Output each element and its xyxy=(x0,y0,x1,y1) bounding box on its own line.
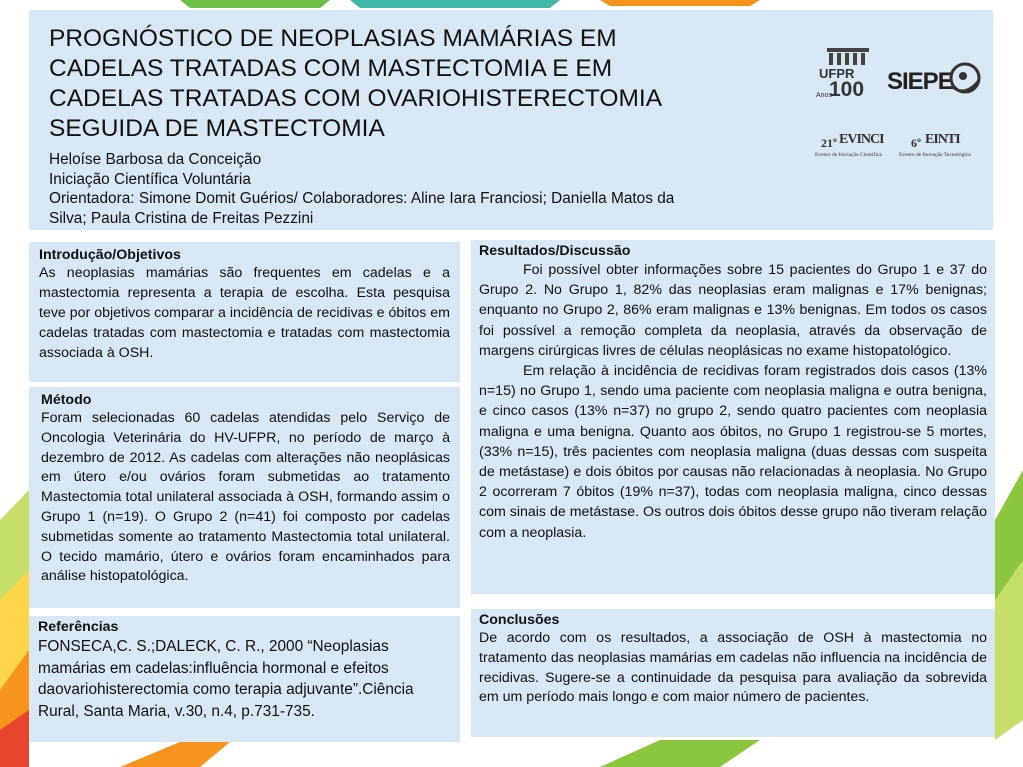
poster-title xyxy=(49,24,662,144)
references-heading: Referências xyxy=(38,619,119,635)
title-line: CADELAS TRATADAS COM OVARIOHISTERECTOMIA xyxy=(49,85,663,112)
header-panel xyxy=(29,10,993,230)
references-text: FONSECA,C. S.;DALECK, C. R., 2000 “Neoplasias mamárias em cadelas:influência hormonal e efeitos daovariohisterectomia como terapia adjuvante”.Ciência Rural, Santa Maria, v.30, n.4, p.731-735. xyxy=(38,638,414,720)
ufpr-anos: Anos xyxy=(816,92,832,99)
title-line: PROGNÓSTICO DE NEOPLASIAS MAMÁRIAS EM xyxy=(49,25,617,52)
method-panel xyxy=(29,387,460,608)
ufpr-years: 100 xyxy=(829,78,865,101)
siepe-swirl-icon xyxy=(945,58,985,98)
program-name: Iniciação Científica Voluntária xyxy=(49,170,251,188)
deco-bottom-green xyxy=(600,740,760,767)
deco-top-teal xyxy=(350,0,560,8)
title-line: SEGUIDA DE MASTECTOMIA xyxy=(49,115,385,142)
deco-bottom-orange xyxy=(120,742,230,767)
method-heading: Método xyxy=(41,392,92,408)
results-paragraph: Em relação à incidência de recidivas foram registrados dois casos (13% n=15) no Grupo 1, sendo uma paciente com neoplasia maligna e outra benigna, e cinco casos (13% n=37) no grupo 2, sendo quatro pacientes com neoplasia maligna e uma benigna. Quanto aos óbitos, no Grupo 1 registrou-se 5 mortes, (33% n=15), três pacientes com neoplasia maligna (duas dessas com suspeita de metástase) e dois óbitos por causas não relacionadas à neoplasia. No Grupo 2 ocorreram 7 óbitos (19% n=37), todas com neoplasia maligna, cinco dessas com sinais de metástase. Os outros dois óbitos desse grupo não tiveram relação com a neoplasia. xyxy=(479,363,987,541)
results-paragraph: Foi possível obter informações sobre 15 pacientes do Grupo 1 e 37 do Grupo 2. No Grupo 1, 82% das neoplasias eram malignas e 17% benignas; enquanto no Grupo 2, 86% eram malignas e 13% benignas. Em todos os casos foi possível a remoção completa da neoplasia, através da observação de margens cirúrgicas livres de células neoplásicas no exame histopatológico. xyxy=(479,262,987,359)
deco-top-green xyxy=(180,0,330,8)
results-heading: Resultados/Discussão xyxy=(479,243,631,259)
author-name: Heloíse Barbosa da Conceição xyxy=(49,151,262,168)
einti-logo-text: EINTI xyxy=(925,132,960,147)
advisor-line: Orientadora: Simone Domit Guérios/ Colaboradores: Aline Iara Franciosi; Daniella Matos da xyxy=(49,190,675,207)
advisor-line: Silva; Paula Cristina de Freitas Pezzini xyxy=(49,209,314,227)
deco-top-orange xyxy=(600,0,760,6)
intro-text: As neoplasias mamárias são frequentes em cadelas e a mastectomia representa a terapia de escolha. Esta pesquisa teve por objetivos comparar a incidência de recidivas e óbitos em cadelas tratadas com mastectomia e tratadas com mastectomia associada à OSH. xyxy=(39,265,450,361)
conclusions-heading: Conclusões xyxy=(479,612,560,628)
siepe-logo-text: SIEPE xyxy=(887,68,953,95)
einti-caption: Evento de Inovação Tecnológica xyxy=(899,152,971,158)
intro-panel xyxy=(29,242,460,382)
evinci-logo-text: EVINCI xyxy=(839,132,884,147)
conclusions-panel xyxy=(471,609,995,737)
references-panel xyxy=(29,616,460,742)
title-line: CADELAS TRATADAS COM MASTECTOMIA E EM xyxy=(49,55,613,82)
intro-heading: Introdução/Objetivos xyxy=(39,247,181,263)
logo-group xyxy=(815,48,987,178)
einti-number: 6º xyxy=(911,136,921,150)
ufpr-logo-text: UFPR xyxy=(819,66,855,81)
results-panel xyxy=(471,240,995,594)
author-block xyxy=(49,150,789,228)
evinci-caption: Evento de Iniciação Científica xyxy=(815,152,882,158)
evinci-number: 21º xyxy=(821,136,837,150)
method-text: Foram selecionadas 60 cadelas atendidas pelo Serviço de Oncologia Veterinária do HV-UFPR, no período de março à dezembro de 2012. As cadelas com alterações não neoplásicas em útero e/ou ovários foram submetidas ao tratamento Mastectomia total unilateral associada à OSH, formando assim o Grupo 1 (n=19). O Grupo 2 (n=41) foi composto por cadelas submetidas somente ao tratamento Mastectomia total unilateral. O tecido mamário, útero e ovários foram encaminhados para análise histopatológica. xyxy=(41,410,450,585)
conclusions-text: De acordo com os resultados, a associação de OSH à mastectomia no tratamento das neoplasias mamárias em cadelas não influencia na incidência de recidivas. Sugere-se a continuidade da pesquisa para avaliação da sobrevida em um período mais longo e com maior número de pacientes. xyxy=(479,630,987,706)
